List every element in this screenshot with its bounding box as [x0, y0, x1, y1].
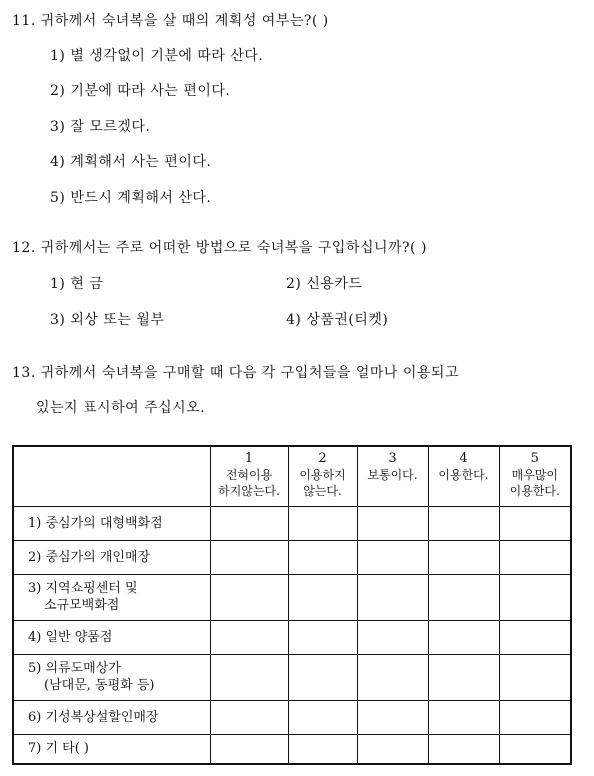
question-13-title-line2: 있는지 표시하여 주십시오. — [36, 400, 206, 416]
rating-cell-4[interactable] — [428, 574, 499, 620]
table-row — [13, 506, 571, 540]
rating-cell-5[interactable] — [499, 574, 571, 620]
rating-cell-2[interactable] — [288, 700, 357, 734]
rating-cell-4[interactable] — [428, 620, 499, 654]
table-row — [13, 540, 571, 574]
question-12-option-3[interactable]: 3) 외상 또는 월부 — [50, 312, 165, 328]
rating-cell-1[interactable] — [210, 700, 288, 734]
row-label — [13, 700, 210, 734]
question-11-title: 11. 귀하께서 숙녀복을 살 때의 계획성 여부는?( ) — [12, 13, 329, 29]
table-row — [13, 654, 571, 700]
rating-cell-3[interactable] — [357, 734, 428, 764]
scale-label-line1: 이용한다. — [438, 468, 489, 482]
scale-number: 1 — [244, 451, 254, 466]
rating-cell-1[interactable] — [210, 734, 288, 764]
rating-cell-2[interactable] — [288, 734, 357, 764]
scale-header-3 — [357, 446, 428, 506]
scale-label-line2: 않는다. — [303, 484, 342, 498]
table-row — [13, 574, 571, 620]
rating-cell-2[interactable] — [288, 506, 357, 540]
rating-cell-5[interactable] — [499, 700, 571, 734]
rating-cell-5[interactable] — [499, 540, 571, 574]
question-11-option-3[interactable]: 3) 잘 모르겠다. — [50, 119, 151, 135]
scale-number: 5 — [530, 451, 539, 466]
question-11-option-5[interactable]: 5) 반드시 계획해서 산다. — [50, 190, 212, 206]
rating-cell-3[interactable] — [357, 574, 428, 620]
scale-label-line2: 하지않는다. — [218, 484, 280, 498]
scale-number: 4 — [459, 451, 468, 466]
scale-header-1 — [210, 446, 288, 506]
row-label-line2: (남대문, 동평화 등) — [44, 678, 155, 693]
rating-cell-4[interactable] — [428, 700, 499, 734]
row-label — [13, 506, 210, 540]
scale-label-line1: 보통이다. — [367, 468, 418, 482]
rating-cell-4[interactable] — [428, 654, 499, 700]
scale-header-5 — [499, 446, 571, 506]
rating-cell-4[interactable] — [428, 540, 499, 574]
scale-number: 2 — [318, 451, 327, 466]
scale-label-line1: 매우많이 — [511, 468, 558, 482]
row-label — [13, 574, 210, 620]
row-label-line1: 7) 기 타( ) — [28, 741, 89, 757]
rating-cell-2[interactable] — [288, 540, 357, 574]
row-label — [13, 734, 210, 764]
purchase-place-table — [12, 445, 572, 765]
rating-cell-3[interactable] — [357, 700, 428, 734]
rating-cell-3[interactable] — [357, 506, 428, 540]
rating-cell-3[interactable] — [357, 654, 428, 700]
question-13-title-line1: 13. 귀하께서 숙녀복을 구매할 때 다음 각 구입처들을 얼마나 이용되고 — [12, 365, 459, 381]
question-11-option-1[interactable]: 1) 별 생각없이 기분에 따라 산다. — [50, 48, 264, 64]
rating-cell-1[interactable] — [210, 506, 288, 540]
scale-number: 3 — [388, 451, 397, 466]
row-label — [13, 654, 210, 700]
row-label-line1: 1) 중심가의 대형백화점 — [28, 515, 163, 531]
question-12-title: 12. 귀하께서는 주로 어떠한 방법으로 숙녀복을 구입하십니까?( ) — [12, 240, 427, 256]
rating-cell-2[interactable] — [288, 620, 357, 654]
row-label-line1: 6) 기성복상설할인매장 — [28, 709, 159, 725]
rating-cell-2[interactable] — [288, 654, 357, 700]
rating-cell-5[interactable] — [499, 620, 571, 654]
rating-cell-1[interactable] — [210, 620, 288, 654]
table-row — [13, 620, 571, 654]
rating-cell-1[interactable] — [210, 574, 288, 620]
rating-cell-4[interactable] — [428, 506, 499, 540]
rating-cell-4[interactable] — [428, 734, 499, 764]
row-label — [13, 620, 210, 654]
row-label-line1: 2) 중심가의 개인매장 — [28, 549, 151, 565]
rating-cell-5[interactable] — [499, 654, 571, 700]
rating-cell-3[interactable] — [357, 540, 428, 574]
row-label-line1: 3) 지역쇼핑센터 및 — [28, 581, 138, 596]
question-12-option-4[interactable]: 4) 상품권(티켓) — [286, 312, 389, 328]
question-11-option-4[interactable]: 4) 계획해서 사는 편이다. — [50, 154, 212, 170]
row-label-line2: 소규모백화점 — [44, 598, 120, 613]
rating-cell-5[interactable] — [499, 506, 571, 540]
rating-cell-2[interactable] — [288, 574, 357, 620]
scale-label-line2: 이용한다. — [509, 484, 560, 498]
rating-cell-1[interactable] — [210, 540, 288, 574]
question-12-option-1[interactable]: 1) 현 금 — [50, 276, 104, 292]
rating-cell-1[interactable] — [210, 654, 288, 700]
rating-cell-3[interactable] — [357, 620, 428, 654]
rating-cell-5[interactable] — [499, 734, 571, 764]
row-label — [13, 540, 210, 574]
scale-header-2 — [288, 446, 357, 506]
scale-label-line1: 이용하지 — [299, 468, 346, 482]
row-label-line1: 5) 의류도매상가 — [28, 661, 121, 676]
header-blank-cell — [13, 446, 210, 506]
scale-label-line1: 전혀이용 — [225, 468, 273, 482]
scale-header-4 — [428, 446, 499, 506]
table-header-row — [13, 446, 571, 506]
table-row — [13, 734, 571, 764]
table-row — [13, 700, 571, 734]
question-11-option-2[interactable]: 2) 기분에 따라 사는 편이다. — [50, 83, 231, 99]
question-12-option-2[interactable]: 2) 신용카드 — [286, 276, 363, 292]
row-label-line1: 4) 일반 양품점 — [28, 629, 113, 645]
